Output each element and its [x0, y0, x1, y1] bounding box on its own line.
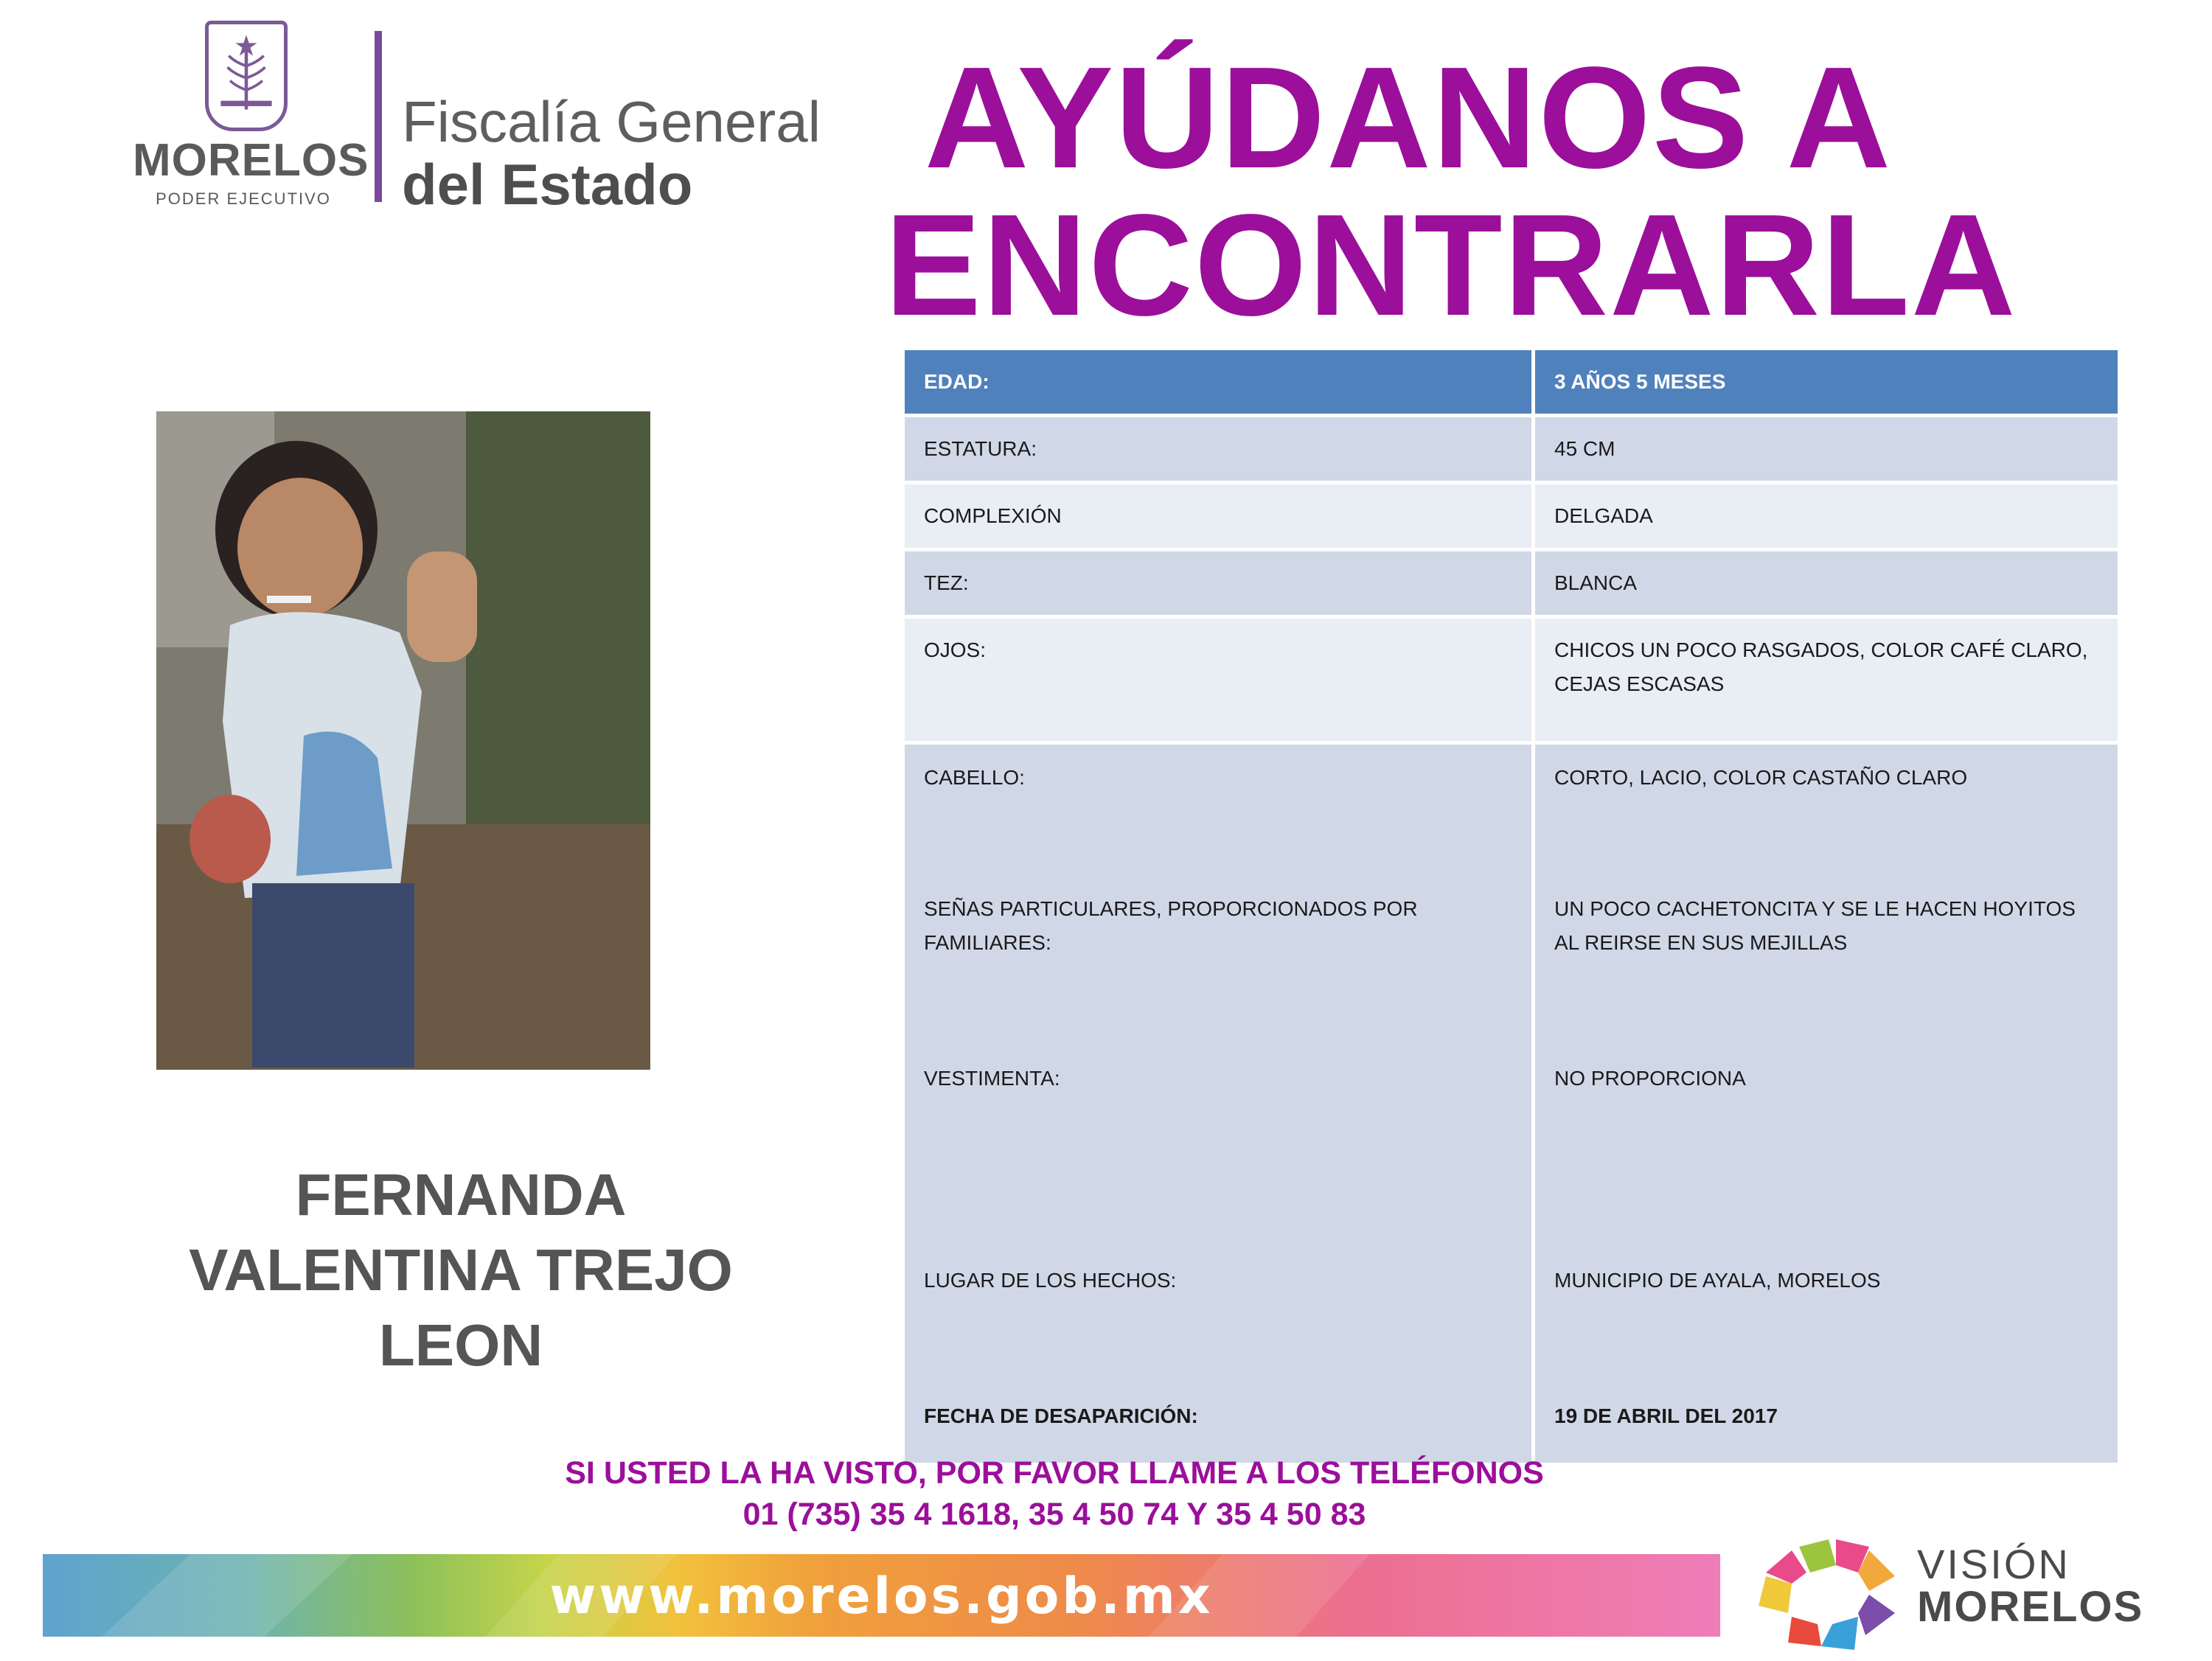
marks-value: UN POCO CACHETONCITA Y SE LE HACEN HOYITOS AL REIRSE EN SUS MEJILLAS: [1554, 897, 2076, 954]
state-name: MORELOS: [133, 135, 369, 186]
name-line1: FERNANDA: [295, 1162, 627, 1228]
build-label: COMPLEXIÓN: [903, 483, 1534, 550]
hair-value: CORTO, LACIO, COLOR CASTAÑO CLARO: [1554, 766, 1968, 789]
call-to-action: [442, 1452, 1666, 1535]
name-line2: VALENTINA TREJO: [189, 1237, 733, 1303]
eyes-label: OJOS:: [903, 617, 1534, 743]
merged-labels-cell: [903, 743, 1534, 1465]
age-label: EDAD:: [903, 349, 1534, 416]
complexion-value: BLANCA: [1534, 550, 2120, 617]
age-value: 3 AÑOS 5 MESES: [1534, 349, 2120, 416]
morelos-logo: [133, 16, 383, 208]
height-value: 45 CM: [1534, 416, 2120, 483]
merged-values-cell: [1534, 743, 2120, 1465]
date-value: 19 DE ABRIL DEL 2017: [1554, 1404, 1778, 1427]
headline-line2: ENCONTRARLA: [885, 184, 2017, 346]
height-label: ESTATURA:: [903, 416, 1534, 483]
headline-line1: AYÚDANOS A: [924, 37, 1893, 198]
details-table: [901, 347, 2121, 1466]
missing-person-photo: [156, 411, 650, 1070]
table-row: [903, 550, 2120, 617]
date-label: FECHA DE DESAPARICIÓN:: [924, 1404, 1198, 1427]
state-seal-icon: [205, 21, 288, 131]
place-label: LUGAR DE LOS HECHOS:: [924, 1269, 1177, 1292]
clothing-value: NO PROPORCIONA: [1554, 1067, 1746, 1090]
name-line3: LEON: [378, 1312, 543, 1378]
cta-line1: SI USTED LA HA VISTO, POR FAVOR LLAME A LOS TELÉFONOS: [565, 1455, 1544, 1491]
footer-banner: [43, 1554, 1720, 1637]
marks-label: SEÑAS PARTICULARES, PROPORCIONADOS POR FAMILIARES:: [924, 897, 1418, 954]
cta-phones: 01 (735) 35 4 1618, 35 4 50 74 Y 35 4 50 83: [742, 1497, 1366, 1532]
table-row: [903, 617, 2120, 743]
clothing-label: VESTIMENTA:: [924, 1067, 1060, 1090]
table-header-row: [903, 349, 2120, 416]
complexion-label: TEZ:: [903, 550, 1534, 617]
vision-brand-line2: MORELOS: [1917, 1583, 2144, 1631]
place-value: MUNICIPIO DE AYALA, MORELOS: [1554, 1269, 1881, 1292]
eyes-value: CHICOS UN POCO RASGADOS, COLOR CAFÉ CLARO, CEJAS ESCASAS: [1534, 617, 2120, 743]
vision-brand-line1: VISIÓN: [1917, 1541, 2070, 1587]
website-link[interactable]: www.morelos.gob.mx: [549, 1567, 1214, 1626]
table-row: [903, 416, 2120, 483]
hair-label: CABELLO:: [924, 766, 1025, 789]
agency-name-line2: del Estado: [402, 152, 693, 217]
headline: [885, 37, 2017, 346]
vision-morelos-logo-icon: [1747, 1532, 1902, 1657]
build-value: DELGADA: [1534, 483, 2120, 550]
table-row-merged: [903, 743, 2120, 1465]
missing-person-name: [96, 1157, 826, 1383]
state-subtitle: PODER EJECUTIVO: [156, 189, 331, 208]
agency-name-line1: Fiscalía General: [402, 89, 821, 154]
table-row: [903, 483, 2120, 550]
logo-divider: [375, 31, 382, 202]
